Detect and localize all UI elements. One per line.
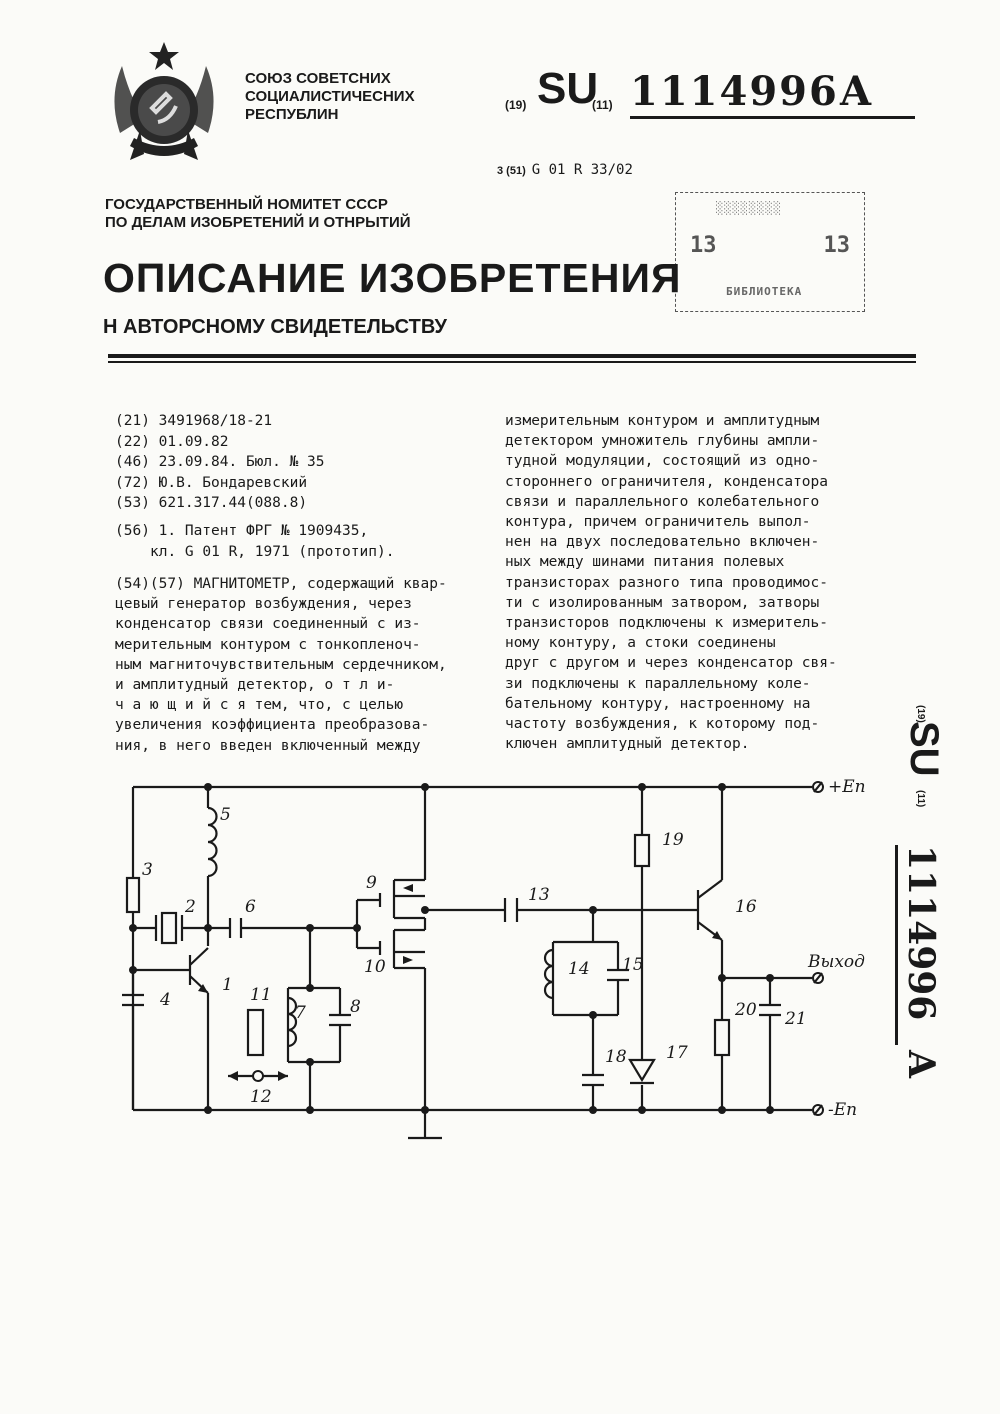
claim-line: зи подключены к параллельному коле- [505, 675, 811, 692]
core-11 [248, 1010, 263, 1055]
claim-line: ному контуру, а стоки соединены [505, 635, 776, 652]
country-code-label: (19) [505, 98, 527, 112]
biblio-value: 621.317.44(088.8) [158, 495, 308, 511]
label-20: 20 [735, 1000, 757, 1020]
ipc-value: G 01 R 33/02 [531, 162, 633, 178]
inductor-5 [208, 808, 217, 876]
stamp-right-number: 13 [823, 233, 850, 258]
claim-line: мерительным контуром с тонкопленоч- [115, 636, 421, 653]
label-14: 14 [568, 959, 590, 979]
claim-line: транзисторах разного типа проводимос- [505, 574, 829, 591]
label-1: 1 [222, 975, 233, 995]
claim-line: ных между шинами питания полевых [505, 554, 785, 571]
capacitor-18 [582, 1075, 604, 1085]
claim-line: контура, причем ограничитель выпол- [505, 514, 811, 531]
claim-line: (54)(57) МАГНИТОМЕТР, содержащий квар- [115, 576, 447, 592]
label-13: 13 [528, 885, 550, 905]
claim-line: частоту возбуждения, к которому под- [505, 716, 820, 733]
reference-line: кл. G 01 R, 1971 (прототип). [150, 543, 395, 560]
claim-line: транзисторов подключены к измеритель- [505, 615, 829, 632]
label-18: 18 [605, 1047, 627, 1067]
document-title: ОПИСАНИЕ ИЗОБРЕТЕНИЯ [103, 255, 682, 301]
claim-line: ния, в него введен включенный между [115, 737, 421, 754]
claim-line: ти с изолированным затвором, затворы [505, 594, 820, 611]
claim-line: конденсатор связи соединенный с из- [115, 616, 421, 633]
capacitor-13 [505, 898, 517, 922]
supply-plus-label: +Eп [828, 777, 866, 797]
resistor-3 [127, 878, 139, 912]
side-number: 1114996 [900, 845, 942, 1021]
union-line: СОЦИАЛИСТИЧЕСНИХ [245, 88, 415, 105]
claim-line: ч а ю щ и й с я тем, что, с целью [115, 697, 404, 714]
capacitor-6 [230, 918, 241, 938]
claim-line: нен на двух последовательно включен- [505, 534, 820, 551]
capacitor-21 [759, 1005, 781, 1015]
stamp-left-number: 13 [690, 233, 717, 258]
label-9: 9 [366, 873, 377, 893]
biblio-value: 3491968/18-21 [158, 413, 273, 429]
claim-line: связи и параллельного колебательного [505, 493, 820, 510]
claim-line: друг с другом и через конденсатор свя- [505, 655, 837, 672]
label-4: 4 [160, 990, 171, 1010]
diode-17 [630, 1060, 654, 1083]
label-12: 12 [250, 1087, 272, 1107]
stamp-top-text: ░░░░░░░░ [716, 201, 782, 215]
wires [133, 787, 812, 1138]
label-3: 3 [142, 860, 153, 880]
committee-line: ПО ДЕЛАМ ИЗОБРЕТЕНИЙ И ОТНРЫТИЙ [105, 214, 411, 231]
resistor-20 [715, 1020, 729, 1055]
claim-line: ным магниточувствительным сердечником, [115, 656, 447, 673]
resistor-19 [635, 835, 649, 866]
label-11: 11 [250, 985, 272, 1005]
document-subtitle: Н АВТОРСНОМУ СВИДЕТЕЛЬСТВУ [103, 316, 447, 338]
crystal-2 [156, 913, 182, 943]
reference-text: 1. Патент ФРГ № 1909435, [158, 523, 369, 539]
capacitor-8 [329, 1015, 351, 1025]
terminals [813, 782, 823, 1115]
ipc-label: 3 (51) [497, 165, 526, 177]
claim-line: бательному контуру, настроенному на [505, 695, 811, 712]
biblio-value: Ю.В. Бондаревский [158, 474, 308, 491]
claim-line: увеличения коэффициента преобразова- [115, 717, 430, 734]
side-kind: A [900, 1050, 942, 1078]
label-17: 17 [666, 1043, 688, 1063]
claim-line: цевый генератор возбуждения, через [115, 596, 412, 613]
patent-country: SU [537, 64, 599, 113]
label-6: 6 [245, 897, 256, 917]
field-arrow-12 [228, 1071, 288, 1081]
biblio-code: (22) [115, 433, 150, 450]
label-21: 21 [785, 1009, 807, 1029]
claim-line: тудной модуляции, состоящий из одно- [505, 453, 820, 470]
committee-line: ГОСУДАРСТВЕННЫЙ НОМИТЕТ СССР [105, 196, 388, 213]
claim-line: измерительным контуром и амплитудным [505, 413, 820, 429]
label-16: 16 [735, 897, 757, 917]
biblio-value: 01.09.82 [158, 433, 229, 450]
reference-code: (56) [115, 523, 150, 539]
number-code-label: (11) [592, 98, 613, 112]
claim-line: детектором умножитель глубины ампли- [505, 433, 820, 450]
label-7: 7 [295, 1003, 306, 1023]
biblio-value: 23.09.84. Бюл. № 35 [158, 454, 325, 470]
inductor-14 [545, 950, 553, 998]
side-number-code: (11) [915, 790, 926, 808]
label-10: 10 [364, 957, 386, 977]
side-country-code: (19) [915, 705, 926, 723]
output-label: Выход [808, 952, 865, 972]
label-5: 5 [220, 805, 231, 825]
biblio-code: (72) [115, 474, 150, 491]
biblio-code: (21) [115, 413, 150, 429]
claim-line: ключен амплитудный детектор. [505, 736, 750, 753]
union-line: РЕСПУБЛИН [245, 106, 339, 123]
claim-line: стороннего ограничителя, конденсатора [505, 473, 829, 490]
union-line: СОЮЗ СОВЕТСНИХ [245, 70, 391, 87]
biblio-code: (53) [115, 495, 150, 511]
supply-minus-label: -Eп [828, 1100, 858, 1120]
label-8: 8 [350, 997, 361, 1017]
biblio-code: (46) [115, 454, 150, 470]
claim-line: и амплитудный детектор, о т л и- [115, 677, 395, 694]
patent-kind: A [840, 68, 872, 115]
label-19: 19 [662, 830, 684, 850]
stamp-bottom-text: БИБЛИОТЕКА [726, 285, 803, 298]
side-country: SU [902, 721, 946, 777]
label-2: 2 [185, 897, 196, 917]
label-15: 15 [622, 955, 644, 975]
patent-number: 1114996 [630, 68, 839, 115]
